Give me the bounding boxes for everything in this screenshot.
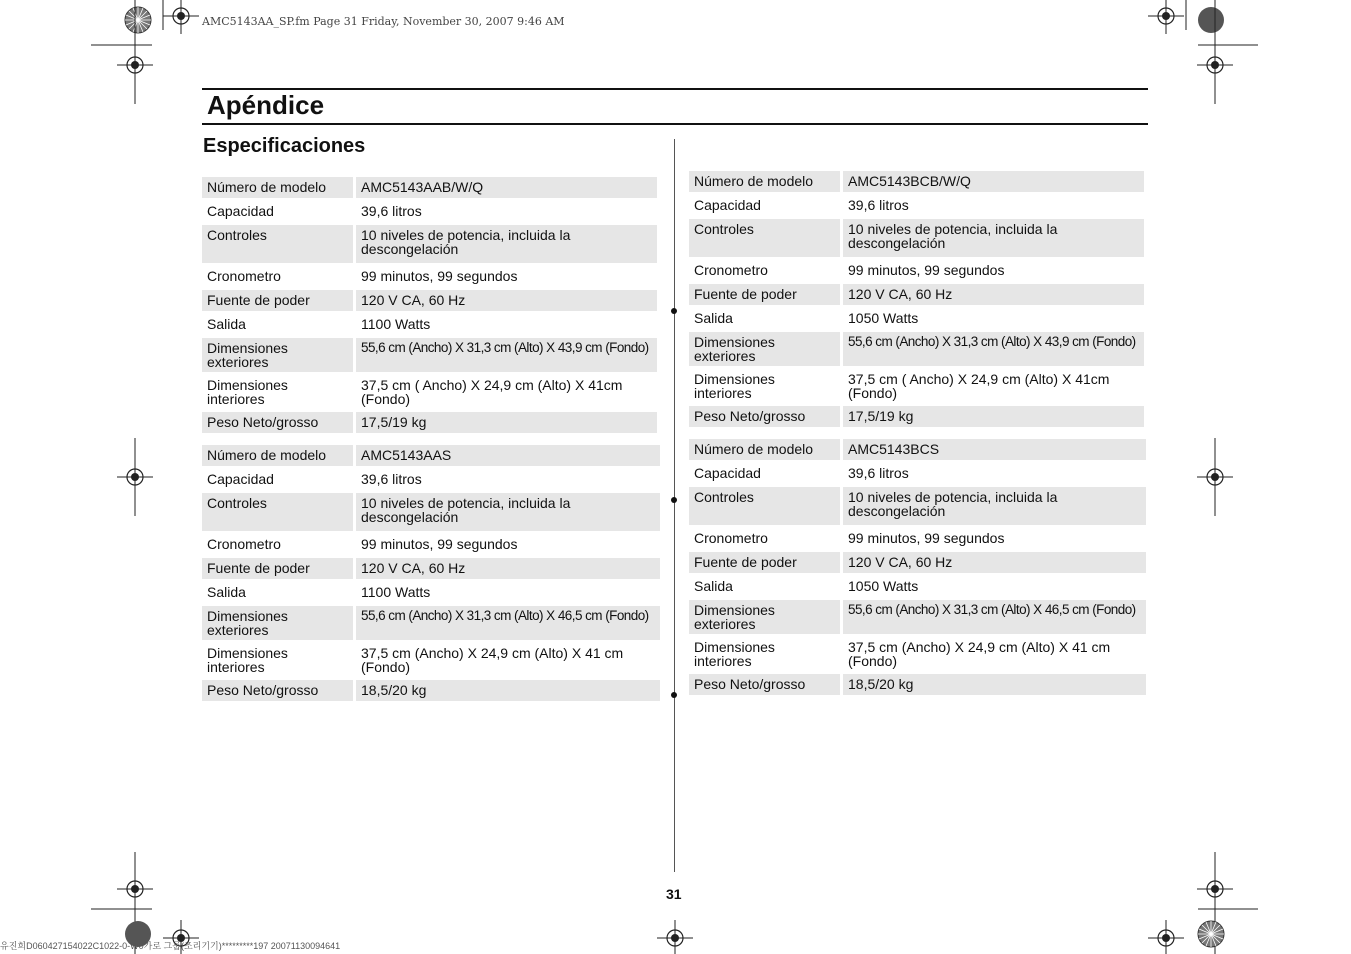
section-title: Especificaciones [203,135,366,157]
spec-label: Peso Neto/grosso [202,412,353,433]
spec-value: 18,5/20 kg [843,674,1146,695]
spec-label: Dimensiones exteriores [689,332,840,366]
spec-table-amc5143bcs [689,439,1146,698]
spec-label: Capacidad [694,197,761,213]
spec-value: 10 niveles de potencia, incluida la descongelación [356,225,657,263]
spec-value: 10 niveles de potencia, incluida la descongelación [356,493,660,531]
table-row [689,439,1146,460]
table-row [689,552,1146,573]
table-row [689,171,1144,192]
spec-label: Salida [694,310,733,326]
spec-label: Capacidad [694,465,761,481]
spec-label: Peso Neto/grosso [202,680,353,701]
spec-label: Cronometro [694,530,768,546]
spec-value: 37,5 cm ( Ancho) X 24,9 cm (Alto) X 41cm (Fondo) [848,371,1110,401]
table-row [202,314,657,335]
spec-label: Dimensiones exteriores [689,600,840,634]
spec-label: Capacidad [207,471,274,487]
spec-label: Número de modelo [689,171,840,192]
spec-table-amc5143aab [202,177,657,436]
spec-value: 120 V CA, 60 Hz [356,290,657,311]
spec-value: 39,6 litros [361,203,422,219]
title-rule-top [202,88,1148,90]
spec-value: 120 V CA, 60 Hz [843,284,1144,305]
spec-label: Controles [202,493,353,531]
table-row [202,290,657,311]
page-number: 31 [666,886,682,902]
spec-label: Controles [689,487,840,525]
table-row [202,445,660,466]
spec-value: AMC5143AAS [356,445,660,466]
page-title: Apéndice [207,90,325,120]
table-row [689,406,1144,427]
table-row [202,375,657,409]
spec-table-amc5143bcb [689,171,1144,430]
spec-label: Salida [207,316,246,332]
table-row [202,493,660,531]
table-row [689,463,1146,484]
table-row [689,219,1144,257]
table-row [689,308,1144,329]
spec-value: 1050 Watts [848,310,919,326]
table-row [202,534,660,555]
spec-label: Dimensiones interiores [207,377,288,407]
table-row [689,284,1144,305]
table-row [202,225,657,263]
spec-value: 99 minutos, 99 segundos [361,268,518,284]
table-row [202,266,657,287]
spec-value: 99 minutos, 99 segundos [361,536,518,552]
spec-value: AMC5143AAB/W/Q [356,177,657,198]
spec-label: Fuente de poder [202,558,353,579]
spec-value: 37,5 cm (Ancho) X 24,9 cm (Alto) X 41 cm (Fondo) [848,639,1111,669]
spec-label: Cronometro [207,268,281,284]
bullet-dot [671,692,677,698]
spec-value: AMC5143BCB/W/Q [843,171,1144,192]
bullet-dot [671,497,677,503]
table-row [202,582,660,603]
table-row [202,177,657,198]
table-row [689,637,1146,671]
table-row [202,680,660,701]
table-row [689,260,1144,281]
spec-value: AMC5143BCS [843,439,1146,460]
spec-label: Dimensiones interiores [694,639,775,669]
table-row [202,338,657,372]
spec-value: 1100 Watts [361,316,431,332]
spec-value: 18,5/20 kg [356,680,660,701]
table-row [689,674,1146,695]
table-row [689,332,1144,366]
spec-label: Controles [689,219,840,257]
spec-value: 99 minutos, 99 segundos [848,530,1005,546]
spec-label: Número de modelo [202,445,353,466]
spec-label: Controles [202,225,353,263]
spec-label: Salida [694,578,733,594]
file-header: AMC5143AA_SP.fm Page 31 Friday, November 30, 2007 9:46 AM [202,15,565,28]
table-row [689,528,1146,549]
table-row [202,412,657,433]
table-row [202,469,660,490]
spec-label: Fuente de poder [689,284,840,305]
spec-value: 10 niveles de potencia, incluida la descongelación [843,487,1146,525]
bullet-dot [671,308,677,314]
table-row [202,558,660,579]
spec-value: 120 V CA, 60 Hz [843,552,1146,573]
spec-label: Peso Neto/grosso [689,674,840,695]
spec-value: 55,6 cm (Ancho) X 31,3 cm (Alto) X 46,5 cm (Fondo) [356,606,660,640]
spec-value: 1100 Watts [361,584,431,600]
spec-value: 1050 Watts [848,578,919,594]
spec-label: Peso Neto/grosso [689,406,840,427]
spec-value: 17,5/19 kg [843,406,1144,427]
spec-value: 55,6 cm (Ancho) X 31,3 cm (Alto) X 46,5 cm (Fondo) [843,600,1146,634]
spec-label: Capacidad [207,203,274,219]
spec-label: Cronometro [207,536,281,552]
title-rule-bottom [202,123,1148,125]
spec-value: 10 niveles de potencia, incluida la descongelación [843,219,1144,257]
spec-value: 39,6 litros [848,465,909,481]
table-row [689,600,1146,634]
spec-value: 120 V CA, 60 Hz [356,558,660,579]
spec-label: Número de modelo [689,439,840,460]
spec-table-amc5143aas [202,445,660,704]
footer-code: 유진희D060427154022C1022-0-W0가로 그룹(조리기기)*********197 20071130094641 [0,941,341,951]
spec-value: 17,5/19 kg [356,412,657,433]
column-divider [674,139,675,872]
spec-label: Fuente de poder [202,290,353,311]
spec-value: 37,5 cm (Ancho) X 24,9 cm (Alto) X 41 cm (Fondo) [361,645,624,675]
spec-label: Salida [207,584,246,600]
spec-label: Dimensiones interiores [207,645,288,675]
table-row [202,201,657,222]
table-row [689,487,1146,525]
spec-value: 55,6 cm (Ancho) X 31,3 cm (Alto) X 43,9 cm (Fondo) [843,332,1144,366]
spec-label: Fuente de poder [689,552,840,573]
spec-value: 37,5 cm ( Ancho) X 24,9 cm (Alto) X 41cm (Fondo) [361,377,623,407]
table-row [202,643,660,677]
spec-label: Dimensiones exteriores [202,606,353,640]
spec-label: Dimensiones interiores [694,371,775,401]
table-row [689,369,1144,403]
spec-label: Cronometro [694,262,768,278]
table-row [689,576,1146,597]
spec-label: Número de modelo [202,177,353,198]
spec-value: 55,6 cm (Ancho) X 31,3 cm (Alto) X 43,9 cm (Fondo) [356,338,657,372]
spec-value: 39,6 litros [361,471,422,487]
spec-label: Dimensiones exteriores [202,338,353,372]
spec-value: 39,6 litros [848,197,909,213]
table-row [202,606,660,640]
spec-value: 99 minutos, 99 segundos [848,262,1005,278]
table-row [689,195,1144,216]
